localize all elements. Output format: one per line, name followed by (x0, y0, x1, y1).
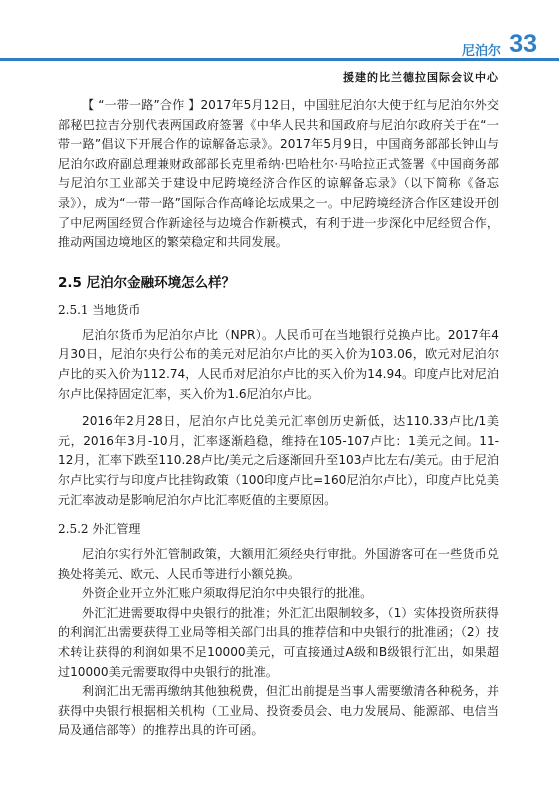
currency-paragraph: 尼泊尔货币为尼泊尔卢比（NPR）。人民币可在当地银行兑换卢比。2017年4月30日，尼泊尔央行公布的美元对尼泊尔卢比的买入价为103.06，欧元对尼泊尔卢比的买入价为112.74，人民币对尼泊尔卢比的买入价为14.94。印度卢比对尼泊尔卢比保持固定汇率，买入价为1.6尼泊尔卢比。 (58, 327, 499, 401)
page-number: 33 (509, 30, 537, 58)
image-caption-fragment: 援建的比兰德拉国际会议中心 (343, 71, 499, 84)
section-title: 2.5 尼泊尔金融环境怎么样？ (58, 274, 236, 291)
subsection-title-currency: 2.5.1 当地货币 (58, 302, 141, 317)
forex-paragraph: 外汇汇进需要取得中央银行的批准；外汇汇出限制较多，（1）实体投资所获得的利润汇出需要获得工业局等相关部门出具的推荐信和中央银行的批准函；（2）技术转让获得的利润如果不足10000美元，可直接通过A级和B级银行汇出，如果超过10000美元需要取得中央银行的批准。 (58, 605, 499, 679)
subsection-title-forex: 2.5.2 外汇管理 (58, 522, 141, 537)
currency-paragraph: 2016年2月28日，尼泊尔卢比兑美元汇率创历史新低，达110.33卢比/1美元，2016年3月-10月，汇率逐渐趋稳，维持在105-107卢比：1美元之间。11-12月，汇率下跌至110.28卢比/美元之后逐渐回升至103卢比左右/美元。由于尼泊尔卢比实行与印度卢比挂钩政策（100印度卢比=160尼泊尔卢比），印度卢比兑美元汇率波动是影响尼泊尔卢比汇率贬值的主要原因。 (58, 414, 499, 507)
forex-paragraph: 尼泊尔实行外汇管制政策，大额用汇须经央行审批。外国游客可在一些货币兑换处将美元、欧元、人民币等进行小额兑换。 (58, 547, 499, 581)
page-body (58, 96, 499, 741)
forex-paragraph: 外资企业开立外汇账户须取得尼泊尔中央银行的批准。 (82, 586, 373, 601)
running-header-label: 尼泊尔 (461, 44, 501, 59)
intro-paragraph: 【 “一带一路”合作 】2017年5月12日，中国驻尼泊尔大使于红与尼泊尔外交部秘巴拉吉分别代表两国政府签署《中华人民共和国政府与尼泊尔政府关于在“一带一路”倡议下开展合作的谅解备忘录》。2017年5月9日，中国商务部部长钟山与尼泊尔政府副总理兼财政部部长克里希纳·巴哈杜尔·马哈拉正式签署《中国商务部与尼泊尔工业部关于建设中尼跨境经济合作区的谅解备忘录》（以下简称《备忘录》），成为“一带一路”国际合作高峰论坛成果之一。中尼跨境经济合作区建设开创了中尼两国经贸合作新途径与边境合作新模式，有利于进一步深化中尼经贸合作，推动两国边境地区的繁荣稳定和共同发展。 (58, 98, 499, 250)
forex-paragraph: 利润汇出无需再缴纳其他独税费，但汇出前提是当事人需要缴清各种税务，并获得中央银行根据相关机构（工业局、投资委员会、电力发展局、能源部、电信当局及通信部等）的推荐出具的许可函。 (58, 684, 499, 738)
